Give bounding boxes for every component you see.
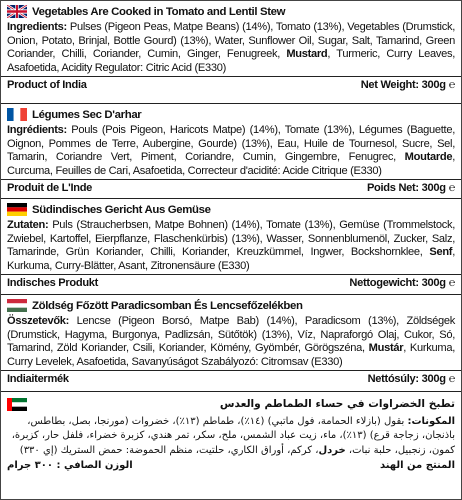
ingredients-part-b: , Kurkuma, Curry Levelek, Asafoetida, Savanyúságot Szabályozó: Citromsav (E330) — [7, 342, 455, 368]
ingredients-part-a: Puls (Straucherbsen, Matpe Bohnen) (14%), Tomate (13%), Gemüse (Trommelstock, Zwiebel, Kartoffel, Eierpflanze, Flaschenkürbis) (13%), Wasser, Sonnenblumenöl, Zucker, Salz, Tamarinde, Grün Koriander, Chilli, Koriander, Kreuzkümmel, Ingwer, Bockshornklee, — [7, 219, 455, 259]
france-flag-icon — [7, 108, 27, 121]
allergen: Senf — [429, 246, 453, 259]
uae-flag-icon — [7, 398, 27, 411]
product-title: Vegetables Are Cooked in Tomato and Lentil Stew — [32, 5, 286, 18]
net-weight: Nettósúly: 300g ℮ — [367, 372, 455, 385]
hungary-flag-icon — [7, 299, 27, 312]
ingredients-part-b: , Turmeric, Curry Leaves, Asafoetida, Acidity Regulator: Citric Acid (E330) — [7, 48, 456, 74]
ingredients-text — [7, 124, 455, 178]
ingredients-label: Ingrédients: — [7, 124, 67, 136]
allergen: Moutarde — [404, 151, 453, 164]
ingredients-part-a: Lencse (Pigeon Borsó, Matpe Bab) (14%), Paradicsom (13%), Zöldségek (Drumstick, Hagyma, Burgonya, Padlizsán, Sütőtök) (13%), Víz, Napraforgó Olaj, Cukor, Só, Tamarind, Zöld Koriander, Csili, Koriander, Kömény, Gyömbér, Görögszéna, — [7, 315, 455, 355]
ingredients-text — [7, 315, 455, 369]
uk-flag-icon — [7, 5, 27, 18]
net-weight: Poids Net: 300g ℮ — [366, 181, 455, 194]
product-title: Südindisches Gericht Aus Gemüse — [32, 203, 211, 216]
net-weight: Nettogewicht: 300g ℮ — [349, 276, 455, 289]
origin: Product of India — [7, 78, 87, 91]
allergen: خردل — [318, 444, 346, 456]
net-weight: Net Weight: 300g ℮ — [360, 78, 455, 91]
ingredients-text — [7, 415, 455, 458]
ingredients-part-b: , Curcuma, Feuilles de Cari, Asafoetida, Correcteur d'acidité: Acide Citrique (E330) — [7, 151, 455, 177]
origin: Indiaitermék — [7, 372, 69, 385]
estimated-sign-icon: ℮ — [448, 181, 455, 194]
estimated-sign-icon: ℮ — [448, 276, 455, 289]
ingredients-label: Zutaten: — [7, 219, 49, 231]
estimated-sign-icon: ℮ — [448, 78, 455, 91]
product-title: تطبخ الخضراوات في حساء الطماطم والعدس — [219, 398, 455, 410]
germany-flag-icon — [7, 203, 27, 216]
origin: المنتج من الهند — [379, 460, 455, 472]
product-title: Zöldség Főzött Paradicsomban És Lencsefőzelékben — [32, 299, 303, 312]
allergen: Mustard — [286, 48, 328, 61]
ingredients-label: Összetevők: — [7, 315, 70, 327]
ingredients-part-b: , Kurkuma, Curry-Blätter, Asant, Zitronensäure (E330) — [7, 246, 455, 272]
origin: Indisches Produkt — [7, 276, 99, 289]
ingredients-part-a: Pouls (Pois Pigeon, Haricots Matpe) (14%), Tomate (13%), Légumes (Baguette, Oignon, Pommes de Terre, Aubergine, Gourde) (13%), Eau, Huile de Tournesol, Sucre, Sel, Tamarin, Coriandre Vert, Piment, Coriandre, Cumin, Gingembre, Fenugrec, — [7, 124, 455, 164]
origin: Produit de L'Inde — [7, 181, 93, 194]
product-title: Légumes Sec D'arhar — [32, 108, 142, 121]
net-weight: الوزن الصافي : ٣٠٠ جرام — [7, 460, 133, 472]
section-hungarian — [1, 295, 461, 392]
ingredients-text — [7, 21, 455, 75]
estimated-sign-icon: ℮ — [448, 372, 455, 385]
ingredients-part-a: Pulses (Pigeon Peas, Matpe Beans) (14%), Tomato (13%), Vegetables (Drumstick, Onion, Potato, Brinjal, Bottle Gourd) (13%), Water, Sunflower Oil, Sugar, Salt, Tamarind, Green Coriander, Chilli, Coriander, Cumin, Ginger, Fenugreek, — [7, 21, 455, 61]
section-arabic — [1, 392, 461, 500]
ingredients-label: Ingredients: — [7, 21, 67, 33]
ingredients-part-b: ، كركم، أوراق الكاري، حلتيت، منظم الحموضة: حمض الستريك (إي ٣٣٠) — [19, 444, 319, 456]
ingredients-text — [7, 219, 455, 273]
section-french — [1, 104, 461, 199]
allergen: Mustár — [368, 342, 404, 355]
section-german — [1, 199, 461, 295]
section-english — [1, 1, 461, 104]
ingredients-part-a: بقول (بازلاء الحمامة، فول ماتبي) (١٤٪)، طماطم (١٣٪)، خضروات (مورنجا، بصل، بطاطس، باذنجان، زجاجة قرع) (١٣٪)، ماء، زيت عباد الشمس، ملح، سكر، تمر هندي، كزبرة خضراء، فلفل حار، كزبرة، كمون، زنجبيل، حلبة نبات، — [11, 416, 455, 456]
ingredients-label: المكونات: — [407, 416, 455, 427]
